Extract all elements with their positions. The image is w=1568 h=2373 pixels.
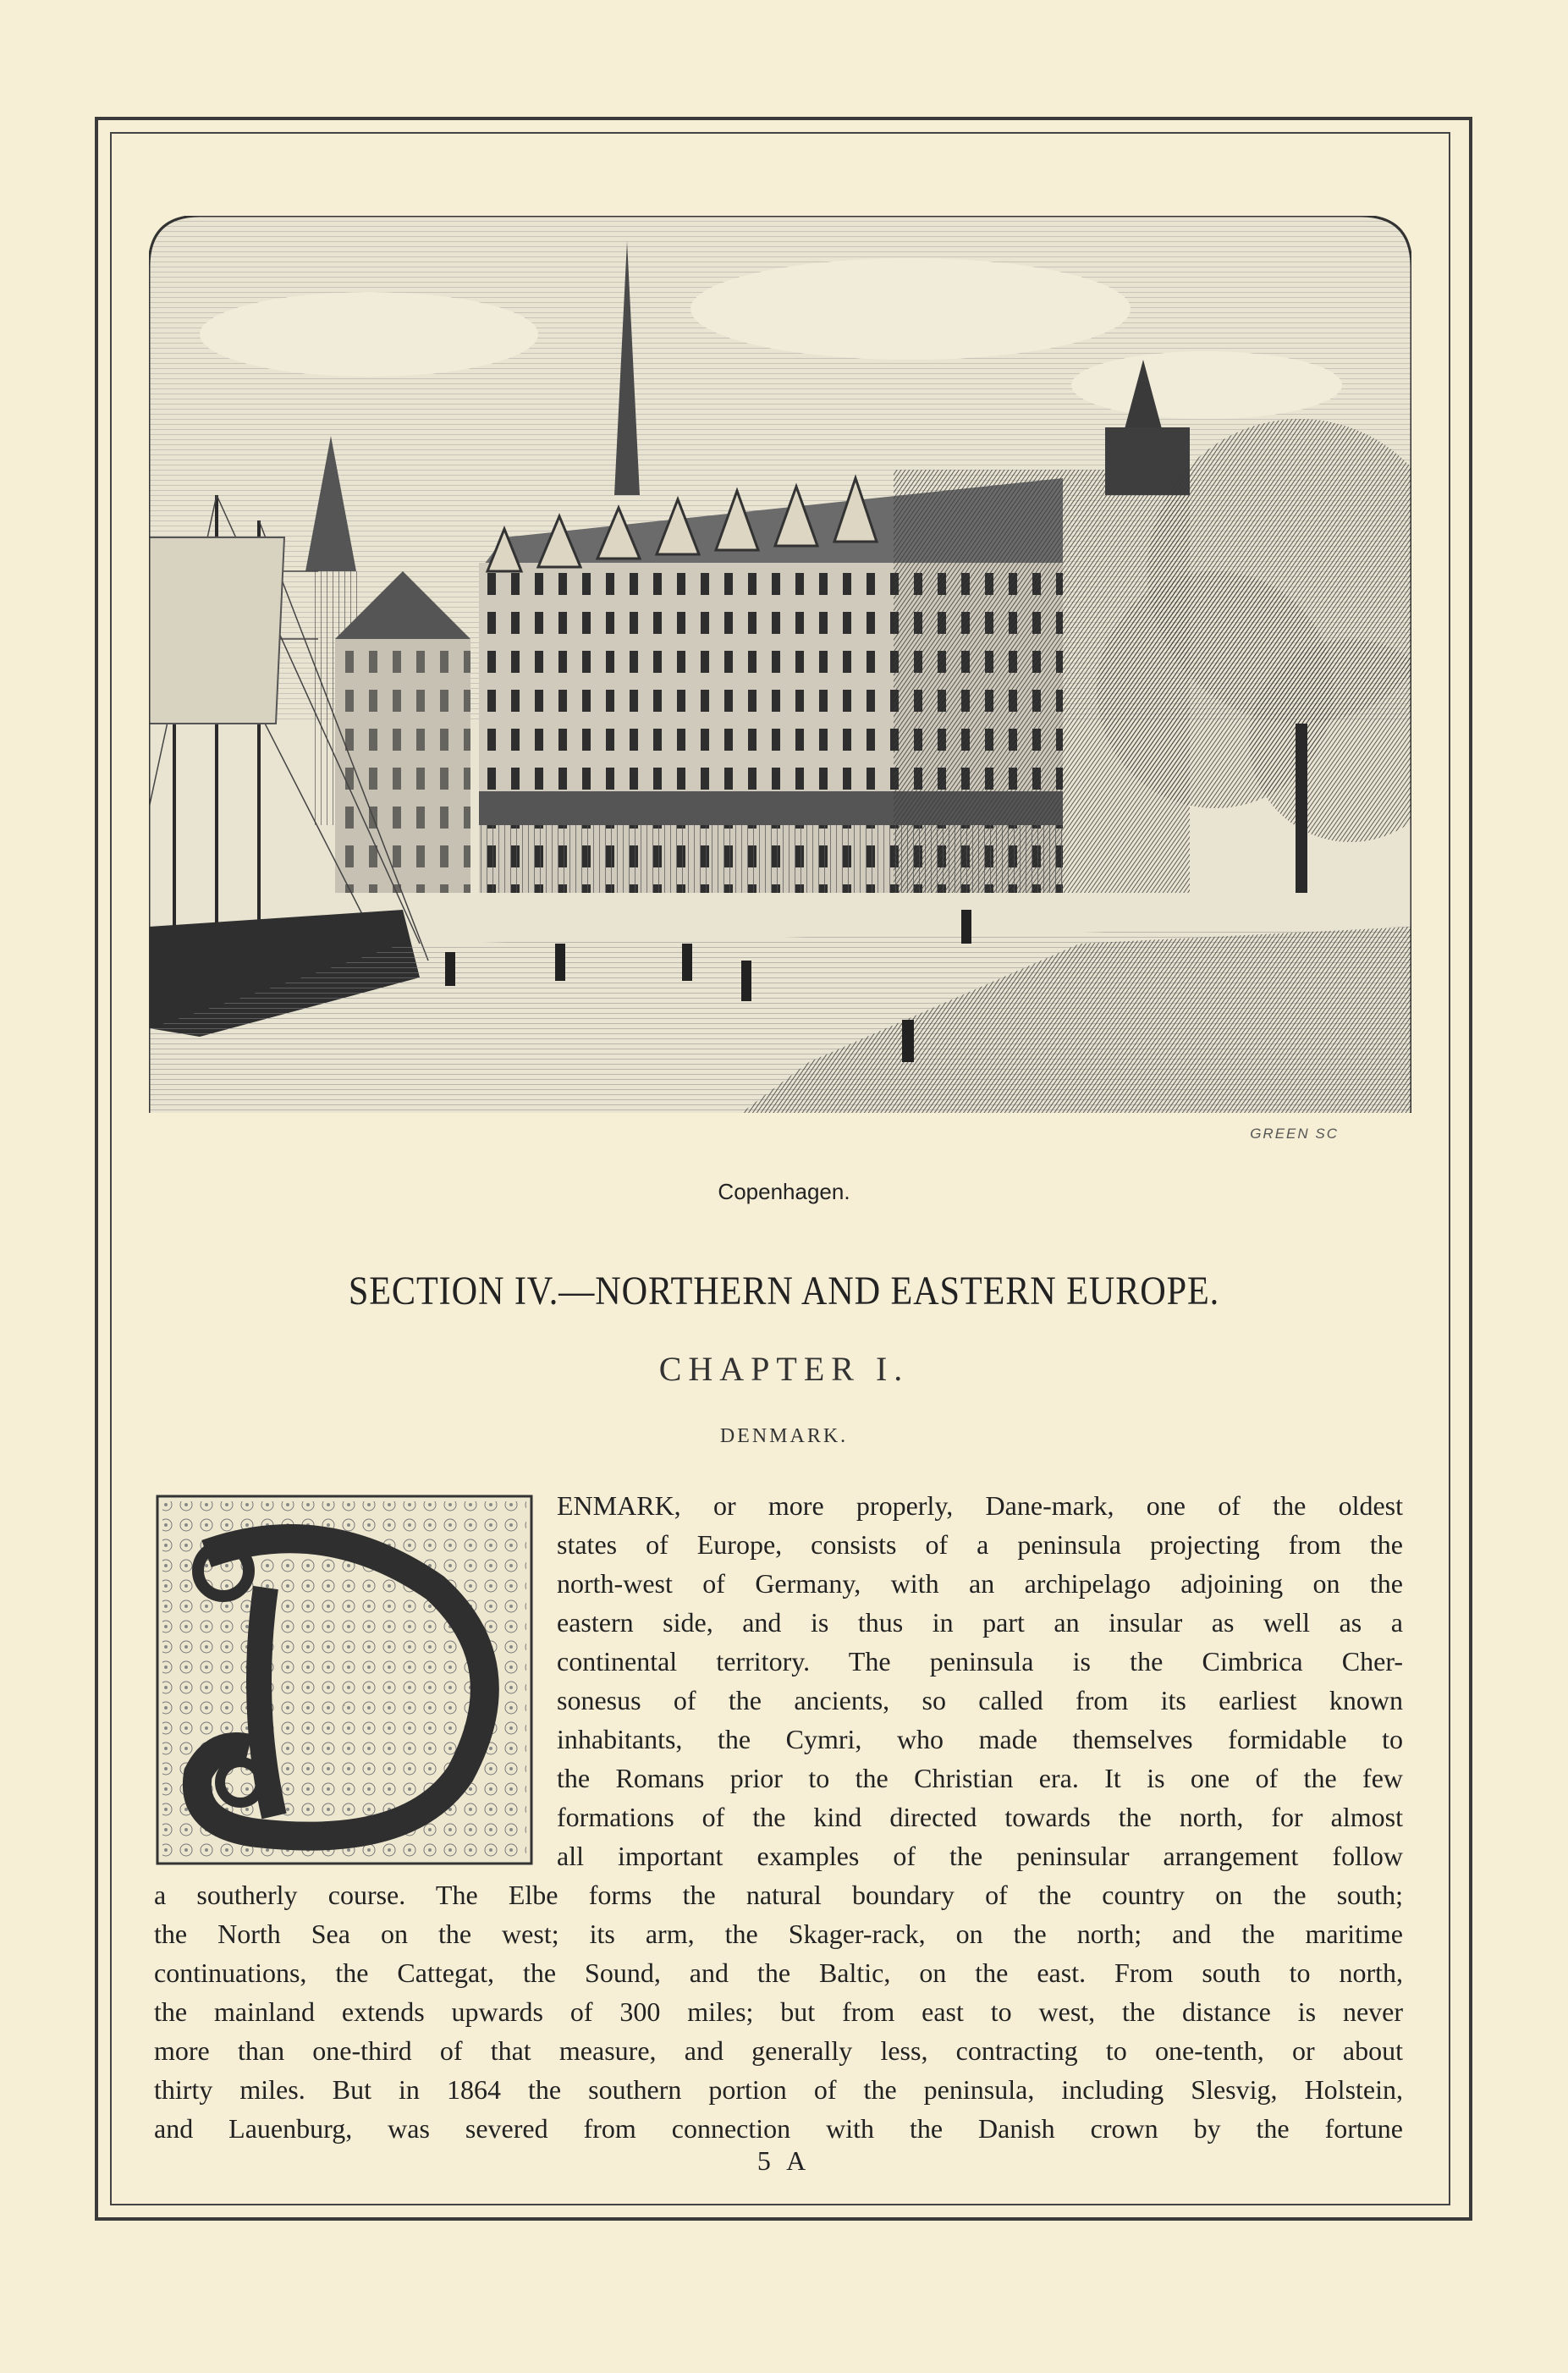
ornamental-dropcap <box>156 1495 533 1865</box>
page-number: 5 A <box>756 2145 812 2176</box>
dropcap-letter: D <box>344 1705 345 1707</box>
illustration-caption: Copenhagen. <box>718 1179 850 1204</box>
body-line: the Romans prior to the Christian era. It is one of the few <box>557 1763 1403 1793</box>
body-line: thirty miles. But in 1864 the southern portion of the peninsula, including Slesvig, Holstein, <box>154 2074 1403 2105</box>
engraver-credit: GREEN SC <box>1250 1126 1339 1142</box>
body-line: the North Sea on the west; its arm, the Skager-rack, on the north; and the maritime <box>154 1919 1403 1949</box>
body-line: inhabitants, the Cymri, who made themselves formidable to <box>557 1724 1403 1754</box>
body-line: formations of the kind directed towards the north, for almost <box>557 1802 1403 1832</box>
body-line: more than one-third of that measure, and generally less, contracting to one-tenth, or about <box>154 2035 1403 2066</box>
body-line: continental territory. The peninsula is the Cimbrica Cher- <box>557 1646 1403 1677</box>
body-line: and Lauenburg, was severed from connection with the Danish crown by the fortune <box>154 2113 1403 2144</box>
body-line: continuations, the Cattegat, the Sound, and the Baltic, on the east. From south to north, <box>154 1957 1403 1988</box>
chapter-title: CHAPTER I. <box>658 1350 910 1388</box>
body-line: sonesus of the ancients, so called from its earliest known <box>557 1685 1403 1715</box>
body-line: north-west of Germany, with an archipelago adjoining on the <box>557 1568 1403 1599</box>
country-title: DENMARK. <box>719 1425 849 1447</box>
body-line: the mainland extends upwards of 300 miles; but from east to west, the distance is never <box>154 1996 1403 2027</box>
section-title: SECTION IV.—NORTHERN AND EASTERN EUROPE. <box>348 1269 1220 1313</box>
body-line: states of Europe, consists of a peninsula projecting from the <box>557 1529 1403 1560</box>
body-line: a southerly course. The Elbe forms the natural boundary of the country on the south; <box>154 1880 1403 1910</box>
body-line: eastern side, and is thus in part an insular as well as a <box>557 1607 1403 1638</box>
body-line: ENMARK, or more properly, Dane-mark, one of the oldest <box>557 1490 1403 1521</box>
body-line: all important examples of the peninsular arrangement follow <box>557 1841 1403 1871</box>
copenhagen-engraving <box>149 216 1411 1164</box>
